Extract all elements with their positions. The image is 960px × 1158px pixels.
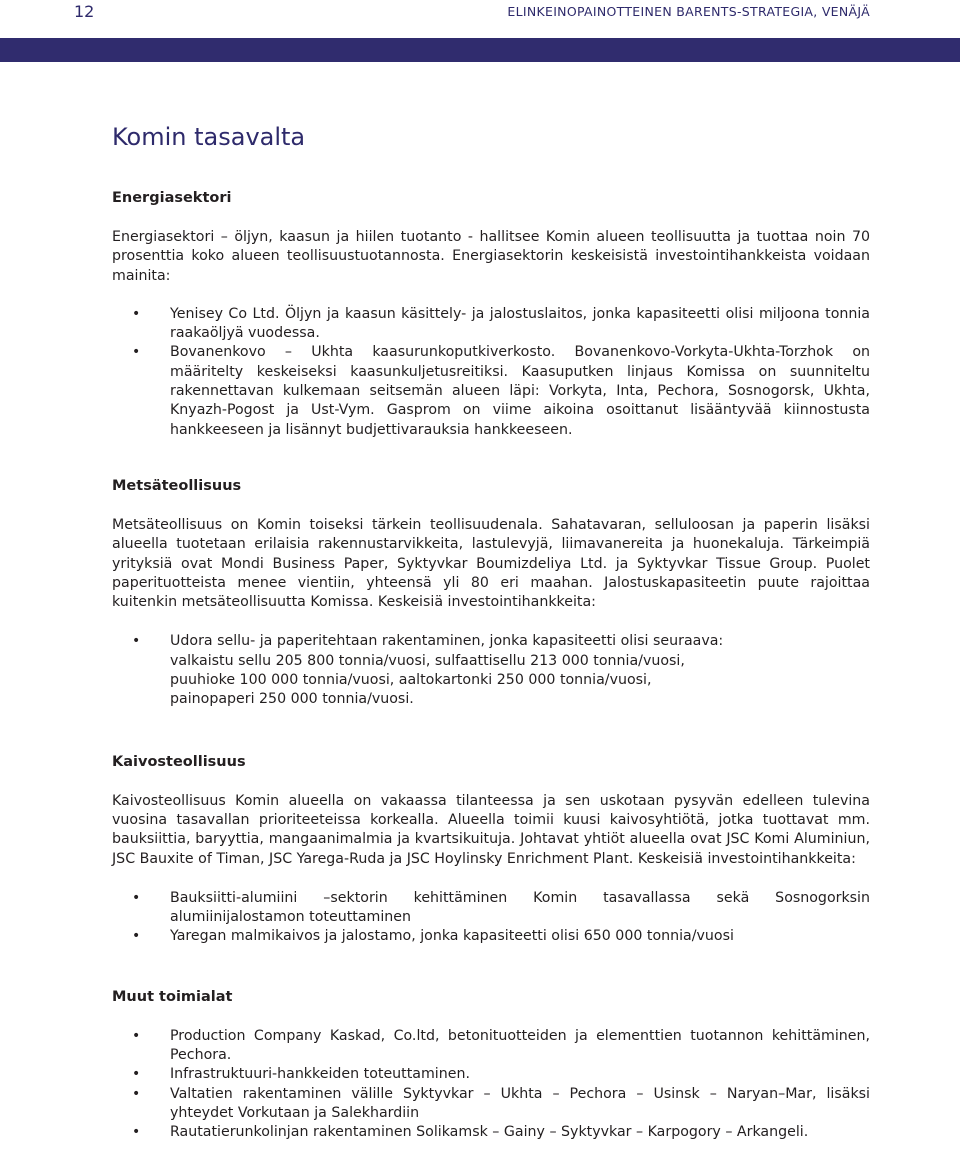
bullet-icon: •: [132, 305, 141, 322]
list-item-text: Yaregan malmikaivos ja jalostamo, jonka kapasiteetti olisi 650 000 tonnia/vuosi: [170, 928, 734, 945]
list-item-text: Bovanenkovo – Ukhta kaasurunkoputkiverkosto. Bovanenkovo-Vorkyta-Ukhta-Torzhok on määritelty keskeiseksi kaasunkuljetusreitiksi. Kaasuputken linjaus Komissa on suunniteltu rakennettavan kulkemaan seitsemän alueen läpi: Vorkyta, Inta, Pechora, Sosnogorsk, Ukhta, Knyazh-Pogost ja Ust-Vym. Gasprom on viime aikoina osoittanut lisääntyvää kiinnostusta hankkeeseen ja lisännyt budjettivarauksia hankkeeseen.: [170, 344, 870, 438]
list-item-line: valkaistu sellu 205 800 tonnia/vuosi, sulfaattisellu 213 000 tonnia/vuosi,: [170, 652, 685, 669]
bullet-list: [112, 1027, 870, 1143]
page-number: 12: [74, 2, 95, 21]
section-paragraph: Kaivosteollisuus Komin alueella on vakaassa tilanteessa ja sen uskotaan pysyvän edelleen tulevina vuosina tasavallan prioriteeteissa korkealla. Alueella toimii kuusi kaivosyhtiötä, jotka tuottavat mm. bauksiittia, baryyttia, mangaanimalmia ja kvartsikuituja. Johtavat yhtiöt alueella ovat JSC Komi Aluminiun, JSC Bauxite of Timan, JSC Yarega-Ruda ja JSC Hoylinsky Enrichment Plant. Keskeisiä investointihankkeita:: [112, 792, 870, 867]
bullet-list: [112, 305, 870, 440]
bullet-icon: •: [132, 889, 141, 906]
section-heading: Energiasektori: [112, 190, 232, 206]
section-energiasektori: [112, 188, 870, 440]
list-item-text: Valtatien rakentaminen välille Syktyvkar – Ukhta – Pechora – Usinsk – Naryan–Mar, lisäksi yhteydet Vorkutaan ja Salekhardiin: [170, 1085, 870, 1121]
list-item-text: Rautatierunkolinjan rakentaminen Solikamsk – Gainy – Syktyvkar – Karpogory – Arkangeli.: [170, 1124, 809, 1141]
list-item-line: painopaperi 250 000 tonnia/vuosi.: [170, 691, 414, 708]
list-item: [112, 632, 870, 709]
list-item: [112, 1085, 870, 1124]
list-item: [112, 1123, 870, 1142]
list-item-text: Yenisey Co Ltd. Öljyn ja kaasun käsittely- ja jalostuslaitos, jonka kapasiteetti olisi miljoona tonnia raakaöljyä vuodessa.: [170, 305, 870, 342]
document-body: [112, 188, 870, 1143]
list-item: [112, 927, 870, 946]
list-item-line: Udora sellu- ja paperitehtaan rakentaminen, jonka kapasiteetti olisi seuraava:: [170, 633, 724, 650]
section-metsateollisuus: [112, 476, 870, 710]
bullet-icon: •: [132, 633, 141, 650]
bullet-icon: •: [132, 1027, 141, 1044]
list-item: [112, 343, 870, 439]
header-bar: [0, 38, 960, 62]
list-item: [112, 1027, 870, 1066]
section-muut-toimialat: [112, 987, 870, 1143]
section-paragraph: Energiasektori – öljyn, kaasun ja hiilen tuotanto - hallitsee Komin alueen teollisuutta ja tuottaa noin 70 prosenttia koko alueen teollisuustuotannosta. Energiasektorin keskeisistä investointihankkeista voidaan mainita:: [112, 229, 870, 284]
list-item-text: Production Company Kaskad, Co.ltd, betonituotteiden ja elementtien tuotannon kehittäminen, Pechora.: [170, 1027, 870, 1064]
bullet-icon: •: [132, 1085, 141, 1102]
list-item: [112, 889, 870, 928]
bullet-icon: •: [132, 344, 141, 361]
section-heading: Kaivosteollisuus: [112, 753, 246, 770]
running-header: ELINKEINOPAINOTTEINEN BARENTS-STRATEGIA, VENÄJÄ: [507, 4, 870, 19]
list-item-text: Infrastruktuuri-hankkeiden toteuttaminen.: [170, 1066, 470, 1083]
bullet-icon: •: [132, 928, 141, 945]
bullet-list: [112, 632, 870, 709]
list-item-text: Bauksiitti-alumiini –sektorin kehittäminen Komin tasavallassa sekä Sosnogorksin alumiinijalostamon toteuttaminen: [170, 889, 870, 926]
section-heading: Metsäteollisuus: [112, 477, 242, 494]
list-item: [112, 305, 870, 344]
section-paragraph: Metsäteollisuus on Komin toiseksi tärkein teollisuudenala. Sahatavaran, selluloosan ja paperin lisäksi alueella tuotetaan erilaisia rakennustarvikkeita, lastulevyjä, liimavanereita ja huonekaluja. Tärkeimpiä yrityksiä ovat Mondi Business Paper, Syktyvkar Boumizdeliya Ltd. ja Syktyvkar Tissue Group. Puolet paperituotteista menee vientiin, yhteensä yli 80 eri maahan. Jalostuskapasiteetin puute rajoittaa kuitenkin metsäteollisuutta Komissa. Keskeisiä investointihankkeita:: [112, 516, 870, 611]
bullet-icon: •: [132, 1124, 141, 1141]
section-heading: Muut toimialat: [112, 988, 233, 1005]
bullet-list: [112, 889, 870, 947]
section-kaivosteollisuus: [112, 752, 870, 947]
list-item: [112, 1065, 870, 1084]
page-title: Komin tasavalta: [112, 123, 306, 151]
bullet-icon: •: [132, 1066, 141, 1083]
list-item-line: puuhioke 100 000 tonnia/vuosi, aaltokartonki 250 000 tonnia/vuosi,: [170, 672, 652, 689]
